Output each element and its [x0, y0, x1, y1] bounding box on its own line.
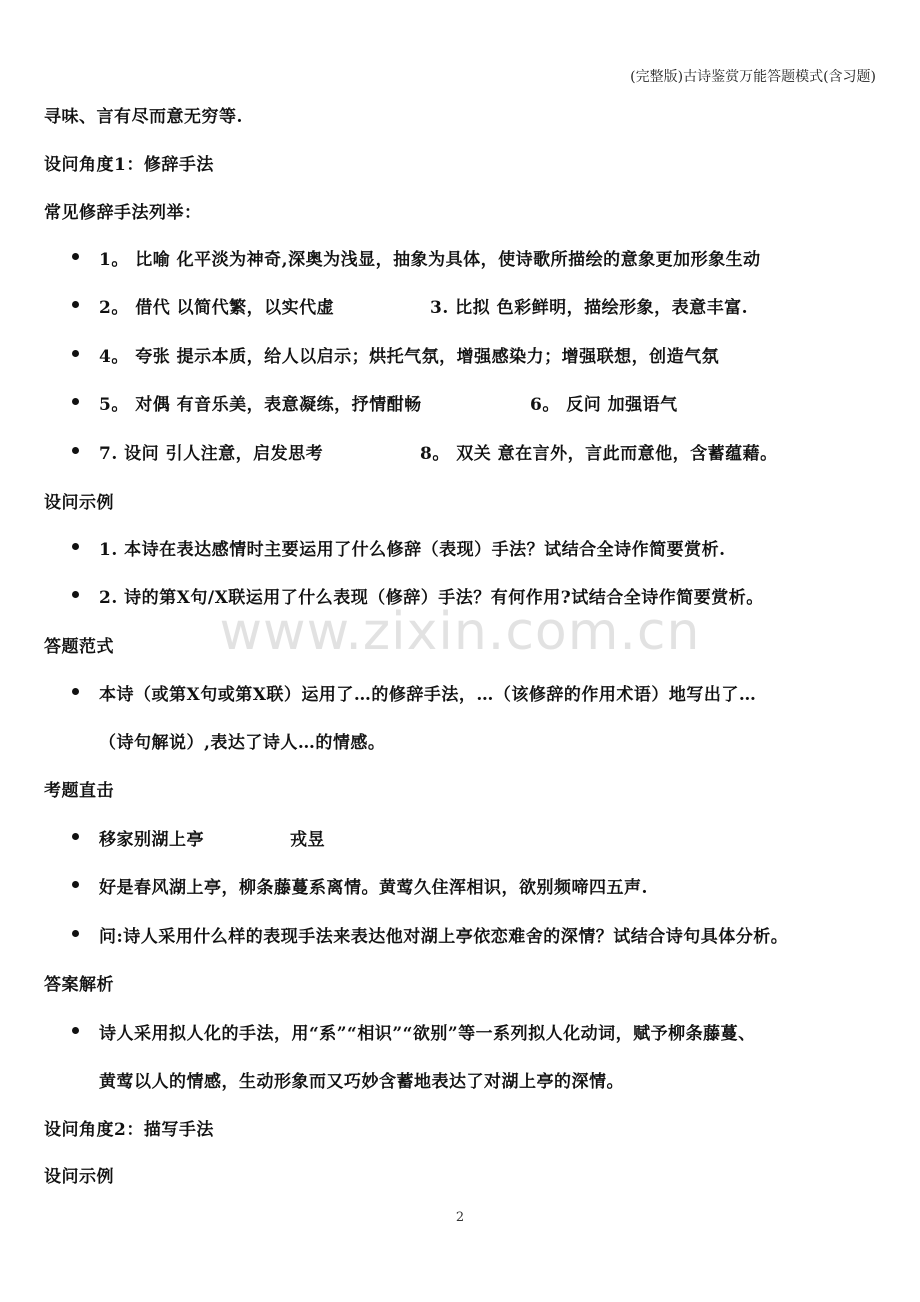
list-item-rhet7: 7. 设问 引人注意，启发思考 — [99, 444, 324, 464]
document-header: (完整版)古诗鉴赏万能答题模式(含习题) — [630, 69, 876, 85]
bullet — [72, 350, 79, 357]
bullet — [72, 543, 79, 550]
bullet — [72, 398, 79, 405]
list-item-rhet2: 2。 借代 以简代繁，以实代虚 — [99, 298, 335, 318]
example-question-2: 2. 诗的第X句/X联运用了什么表现（修辞）手法？有何作用?试结合全诗作简要赏析。 — [99, 588, 764, 608]
bullet — [72, 688, 79, 695]
bullet — [72, 930, 79, 937]
list-item-rhet8: 8。 双关 意在言外，言此而意他，含蓄蕴藉。 — [420, 444, 778, 464]
list-item-rhet5: 5。 对偶 有音乐美，表意凝练，抒情酣畅 — [99, 395, 422, 415]
list-item-rhet4: 4。 夸张 提示本质，给人以启示；烘托气氛，增强感染力；增强联想，创造气氛 — [99, 347, 720, 367]
bullet — [72, 301, 79, 308]
example-question-1: 1. 本诗在表达感情时主要运用了什么修辞（表现）手法？试结合全诗作简要赏析. — [99, 540, 726, 560]
section-heading-angle1: 设问角度1：修辞手法 — [44, 155, 214, 175]
bullet — [72, 881, 79, 888]
bullet — [72, 591, 79, 598]
exam-question: 问:诗人采用什么样的表现手法来表达他对湖上亭依恋难舍的深情？试结合诗句具体分析。 — [99, 927, 789, 947]
poem-author: 戎昱 — [290, 830, 325, 850]
answer-line-1: 诗人采用拟人化的手法，用“系”“相识”“欲别”等一系列拟人化动词，赋予柳条藤蔓、 — [99, 1024, 756, 1044]
list-item-rhet1: 1。 比喻 化平淡为神奇,深奥为浅显，抽象为具体，使诗歌所描绘的意象更加形象生动 — [99, 250, 761, 270]
bullet — [72, 447, 79, 454]
intro-text: 寻味、言有尽而意无穷等. — [44, 107, 243, 127]
common-list-title: 常见修辞手法列举： — [44, 203, 202, 223]
section-heading-angle2: 设问角度2：描写手法 — [44, 1120, 214, 1140]
list-item-rhet3: 3. 比拟 色彩鲜明，描绘形象，表意丰富. — [430, 298, 749, 318]
watermark: www.zixin.com.cn — [219, 602, 701, 662]
poem-text: 好是春风湖上亭，柳条藤蔓系离情。黄莺久住浑相识，欲别频啼四五声. — [99, 878, 648, 898]
bullet — [72, 833, 79, 840]
format-line-1: 本诗（或第X句或第X联）运用了…的修辞手法，…（该修辞的作用术语）地写出了… — [99, 685, 757, 705]
section-heading-answer: 答案解析 — [44, 975, 114, 995]
bullet — [72, 253, 79, 260]
bullet — [72, 1027, 79, 1034]
section-heading-format: 答题范式 — [44, 637, 114, 657]
section-heading-exam: 考题直击 — [44, 781, 114, 801]
page-number: 2 — [455, 1210, 465, 1225]
answer-line-2: 黄莺以人的情感，生动形象而又巧妙含蓄地表达了对湖上亭的深情。 — [99, 1072, 624, 1092]
list-item-rhet6: 6。 反问 加强语气 — [530, 395, 678, 415]
format-line-2: （诗句解说）,表达了诗人…的情感。 — [99, 733, 386, 753]
section-heading-examples: 设问示例 — [44, 493, 114, 513]
poem-title: 移家别湖上亭 — [99, 830, 204, 850]
section-heading-examples-2: 设问示例 — [44, 1167, 114, 1187]
